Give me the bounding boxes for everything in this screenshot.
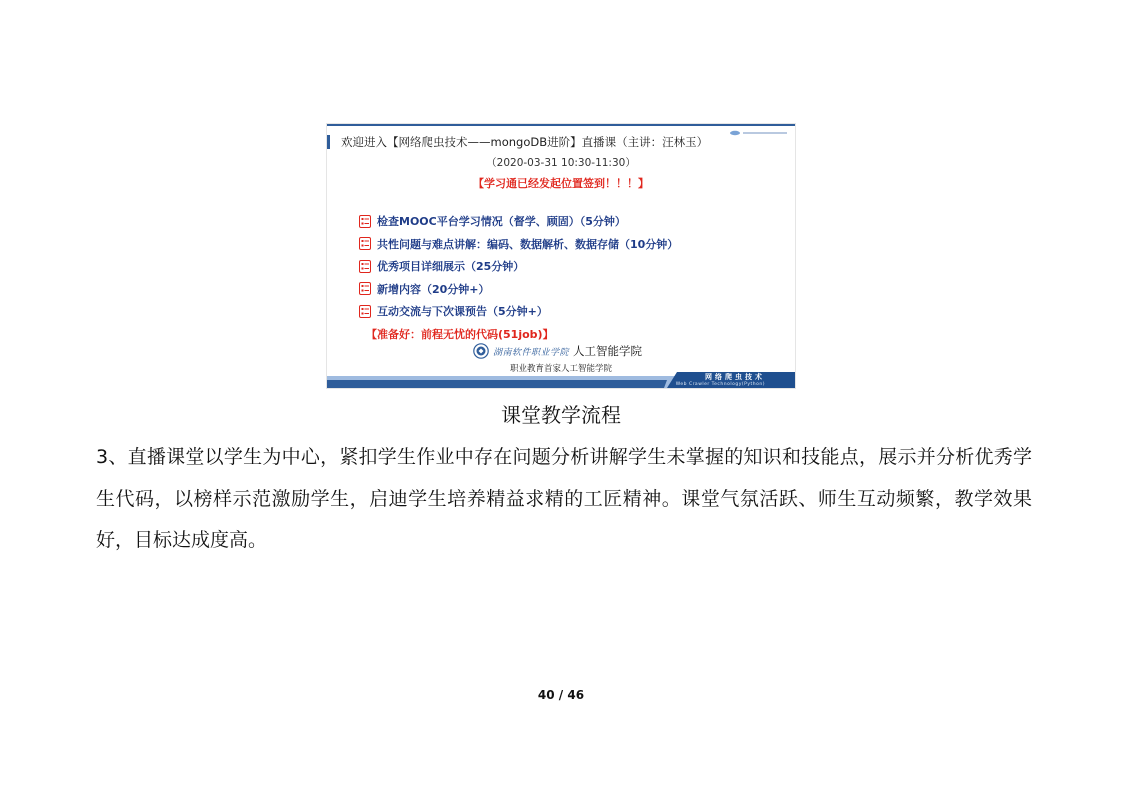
agenda-item-label: 检查MOOC平台学习情况（督学、顾固）（5分钟） <box>377 215 626 229</box>
band-title: 网络爬虫技术 <box>705 373 765 381</box>
agenda-item-label: 优秀项目详细展示（25分钟） <box>377 260 525 274</box>
checklist-icon <box>359 305 371 318</box>
body-paragraph: 3、直播课堂以学生为中心，紧扣学生作业中存在问题分析讲解学生未掌握的知识和技能点，展示并分析优秀学生代码，以榜样示范激励学生，启迪学生培养精益求精的工匠精神。课堂气氛活跃、师生互动频繁，教学效果好，目标达成度高。 <box>96 446 1032 551</box>
slide-date: （2020-03-31 10:30-11:30） <box>486 157 636 169</box>
list-item <box>359 255 789 278</box>
school-seal-icon <box>473 343 489 359</box>
agenda-list <box>359 210 789 323</box>
embedded-slide-image <box>327 124 795 388</box>
agenda-item-label: 新增内容（20分钟+） <box>377 282 490 296</box>
list-item <box>359 233 789 256</box>
band-subtitle: Web Crawler Technology(Python) <box>675 382 765 387</box>
slide-prep-note: 【准备好：前程无忧的代码(51job)】 <box>366 328 554 341</box>
slide-notice: 【学习通已经发起位置签到！！！】 <box>473 177 649 190</box>
agenda-item-label: 互动交流与下次课预告（5分钟+） <box>377 305 548 319</box>
list-item <box>359 210 789 233</box>
school-script-name: 湖南软件职业学院 <box>493 347 570 358</box>
list-item <box>359 278 789 301</box>
figure-caption: 课堂教学流程 <box>501 403 621 427</box>
checklist-icon <box>359 215 371 228</box>
checklist-icon <box>359 237 371 250</box>
page-number: 40 / 46 <box>537 688 585 702</box>
slide-title: 欢迎进入【网络爬虫技术——mongoDB进阶】直播课（主讲：汪林玉） <box>327 134 795 150</box>
checklist-icon <box>359 260 371 273</box>
school-name: 人工智能学院 <box>573 344 643 358</box>
slide-tagline: 职业教育首家人工智能学院 <box>509 364 612 374</box>
agenda-item-label: 共性问题与难点讲解：编码、数据解析、数据存储（10分钟） <box>377 237 679 251</box>
checklist-icon <box>359 282 371 295</box>
school-logo <box>473 341 642 361</box>
list-item <box>359 300 789 323</box>
